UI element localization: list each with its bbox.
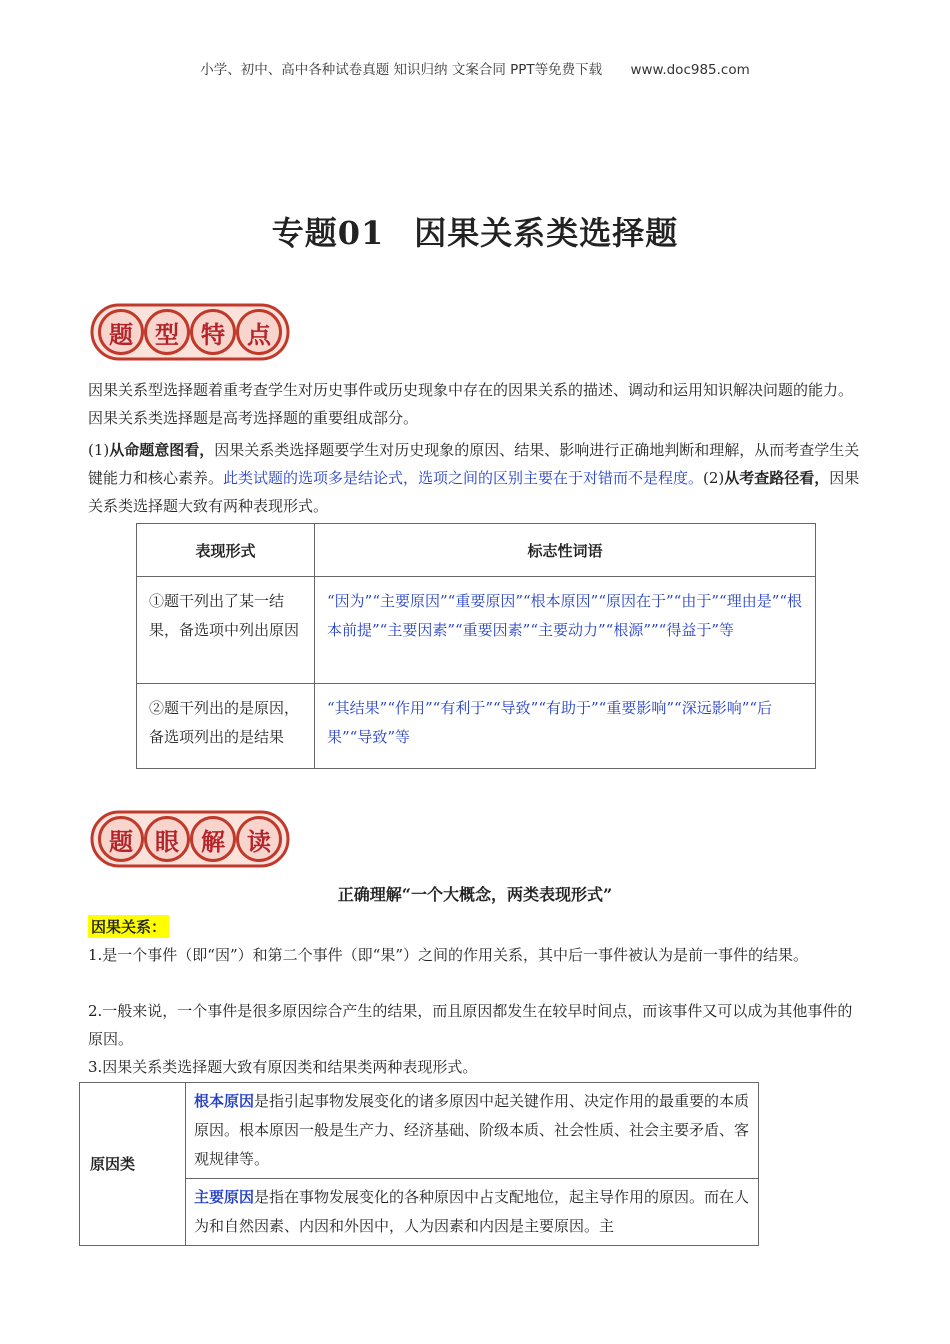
category-cell: 原因类	[80, 1083, 186, 1246]
intro-text: 因果关系类选择题要学生对历史现象的原因、结果、影响进行正确地判断和理解，从而考查学生关键能力和核心素养。	[88, 441, 860, 487]
bold-lead: 从命题意图看，	[109, 441, 215, 459]
definition-text: 是指引起事物发展变化的诸多原因中起关键作用、决定作用的最重要的本质原因。根本原因一般是生产力、经济基础、阶级本质、社会性质、社会主要矛盾、客观规律等。	[194, 1092, 750, 1168]
intro-paragraph-1	[88, 376, 864, 432]
blue-emphasis: 此类试题的选项多是结论式，选项之间的区别主要在于对错而不是程度。	[223, 469, 704, 487]
table-header-cell: 标志性词语	[315, 524, 816, 577]
bold-lead: 从考查路径看，	[724, 469, 830, 487]
words-cell: “其结果”“作用”“有利于”“导致”“有助于”“重要影响”“深远影响”“后果”“导致”等	[315, 684, 816, 769]
item-number: (2)	[703, 469, 725, 487]
badge-char: 眼	[144, 816, 190, 862]
table-header-row	[137, 524, 816, 577]
table-row	[80, 1083, 759, 1179]
forms-table	[136, 523, 816, 769]
intro-paragraph-2	[88, 436, 864, 520]
header-url[interactable]: www.doc985.com	[630, 62, 750, 78]
page-title	[0, 208, 950, 254]
term-label: 根本原因	[194, 1092, 255, 1110]
badge-char: 解	[190, 816, 236, 862]
item-number: (1)	[88, 441, 110, 459]
term-label: 主要原因	[194, 1188, 255, 1206]
badge-char: 点	[236, 309, 282, 355]
intro-text: 因果关系类选择题大致有两种表现形式。	[88, 469, 860, 515]
header-text: 小学、初中、高中各种试卷真题 知识归纳 文案合同 PPT等免费下载	[200, 62, 603, 78]
table-header-cell: 表现形式	[137, 524, 315, 577]
section-badge-key-reading	[90, 808, 290, 870]
point-2: 2.一般来说，一个事件是很多原因综合产生的结果，而且原因都发生在较早时间点，而该事件又可以成为其他事件的原因。	[88, 1002, 853, 1048]
badge-char: 特	[190, 309, 236, 355]
badge-char: 读	[236, 816, 282, 862]
definition-cell	[186, 1179, 759, 1246]
title-text: 因果关系类选择题	[414, 214, 679, 252]
table-row	[137, 684, 816, 769]
highlight-label: 因果关系：	[88, 915, 169, 938]
definition-cell	[186, 1083, 759, 1179]
table-row	[137, 577, 816, 684]
intro-text: 因果关系型选择题着重考查学生对历史事件或历史现象中存在的因果关系的描述、调动和运用知识解决问题的能力。因果关系类选择题是高考选择题的重要组成部分。	[88, 381, 854, 427]
badge-char: 题	[98, 816, 144, 862]
form-cell: ②题干列出的是原因，备选项列出的是结果	[137, 684, 315, 769]
definition-text: 是指在事物发展变化的各种原因中占支配地位，起主导作用的原因。而在人为和自然因素、内因和外因中，人为因素和内因是主要原因。主	[194, 1188, 750, 1235]
badge-char: 型	[144, 309, 190, 355]
form-cell: ①题干列出了某一结果，备选项中列出原因	[137, 577, 315, 684]
point-3: 3.因果关系类选择题大致有原因类和结果类两种表现形式。	[88, 1058, 478, 1076]
words-cell: “因为”“主要原因”“重要原因”“根本原因”“原因在于”“由于”“理由是”“根本前提”“主要因素”“重要因素”“主要动力”“根源””“得益于”等	[315, 577, 816, 684]
cause-table	[79, 1082, 759, 1246]
section-subtitle: 正确理解“一个大概念，两类表现形式”	[337, 885, 613, 904]
section-badge-type-features	[90, 301, 290, 363]
point-1: 1.是一个事件（即“因”）和第二个事件（即“果”）之间的作用关系，其中后一事件被认为是前一事件的结果。	[88, 946, 808, 964]
page-header	[0, 58, 950, 78]
title-number: 专题01	[271, 214, 385, 252]
badge-char: 题	[98, 309, 144, 355]
